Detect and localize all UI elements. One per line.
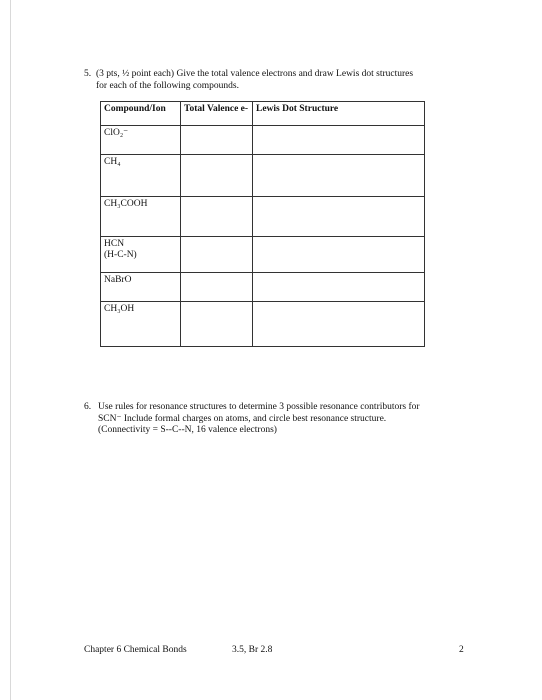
question-5-text-1: (3 pts, ½ point each) Give the total valence electrons and draw Lewis dot structures: [96, 69, 414, 79]
compound-formula: ClO₂⁻: [104, 128, 129, 138]
valence-answer-cell[interactable]: [181, 237, 253, 273]
lewis-answer-cell[interactable]: [253, 126, 425, 155]
compound-formula: NaBrO: [104, 275, 132, 285]
valence-answer-cell[interactable]: [181, 155, 253, 197]
compound-cell: [101, 126, 181, 155]
table-row: [101, 155, 425, 197]
compound-formula: CH₃OH: [104, 304, 135, 314]
question-6-text-3: (Connectivity = S--C--N, 16 valence electrons): [98, 425, 277, 435]
table-header-row: [101, 102, 425, 126]
compound-connectivity-note: (H-C-N): [104, 250, 137, 260]
compound-cell: [101, 237, 181, 273]
compound-formula: HCN: [104, 239, 125, 249]
valence-answer-cell[interactable]: [181, 302, 253, 347]
valence-answer-cell[interactable]: [181, 126, 253, 155]
compound-cell: [101, 197, 181, 237]
question-5: [84, 68, 484, 92]
question-6-text-2: SCN⁻ Include formal charges on atoms, and circle best resonance structure.: [98, 413, 387, 424]
lewis-answer-cell[interactable]: [253, 155, 425, 197]
footer-section: 3.5, Br 2.8: [232, 645, 273, 655]
question-5-line-1: [84, 68, 484, 80]
question-5-number: 5.: [84, 69, 92, 79]
lewis-answer-cell[interactable]: [253, 273, 425, 302]
compound-cell: [101, 302, 181, 347]
header-lewis: Lewis Dot Structure: [253, 102, 425, 126]
compounds-table: [100, 101, 425, 347]
table-row: [101, 302, 425, 347]
table-row: [101, 197, 425, 237]
question-6-line-1: [84, 402, 484, 414]
table-row: [101, 237, 425, 273]
question-5-text-2: for each of the following compounds.: [96, 81, 239, 91]
lewis-answer-cell[interactable]: [253, 197, 425, 237]
table-row: [101, 126, 425, 155]
question-6: [84, 402, 484, 437]
question-6-number: 6.: [84, 402, 92, 412]
header-compound: Compound/Ion: [101, 102, 181, 126]
header-valence: Total Valence e-: [181, 102, 253, 126]
compound-formula: CH₃COOH: [104, 199, 148, 209]
lewis-answer-cell[interactable]: [253, 237, 425, 273]
compound-formula: CH₄: [104, 157, 121, 167]
footer-page-number: 2: [459, 645, 464, 655]
footer-chapter: Chapter 6 Chemical Bonds: [84, 645, 187, 655]
question-6-text-1: Use rules for resonance structures to determine 3 possible resonance contributors for: [98, 402, 420, 412]
compound-cell: [101, 155, 181, 197]
compound-cell: [101, 273, 181, 302]
valence-answer-cell[interactable]: [181, 197, 253, 237]
valence-answer-cell[interactable]: [181, 273, 253, 302]
lewis-answer-cell[interactable]: [253, 302, 425, 347]
table-row: [101, 273, 425, 302]
